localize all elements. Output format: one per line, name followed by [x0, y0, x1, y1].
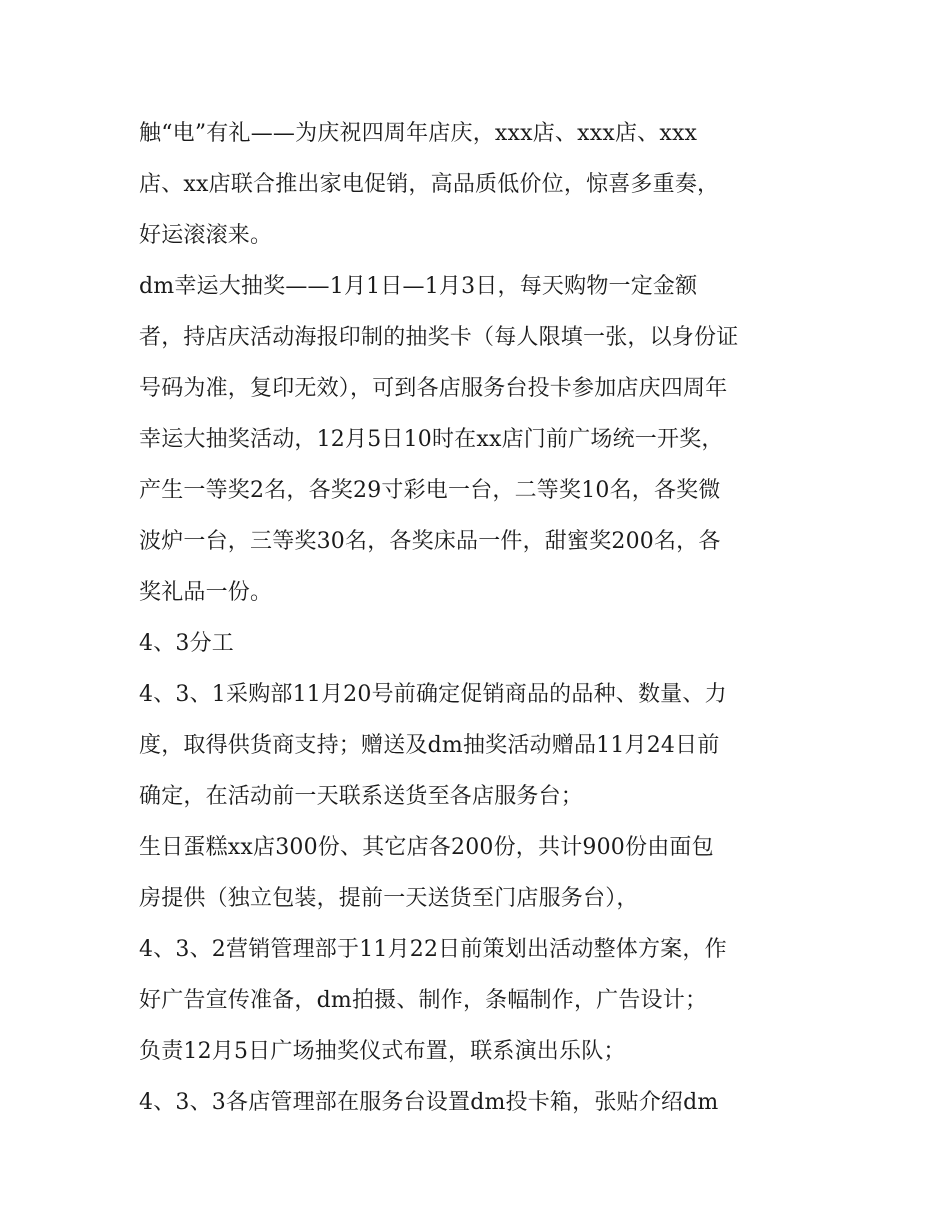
- text-line: 产生一等奖2名，各奖29寸彩电一台，二等奖10名，各奖微: [139, 478, 721, 503]
- text-line: 房提供（独立包装，提前一天送货至门店服务台），: [139, 886, 639, 911]
- text-line: 好广告宣传准备，dm拍摄、制作，条幅制作，广告设计；: [139, 988, 708, 1013]
- text-line: 者，持店庆活动海报印制的抽奖卡（每人限填一张，以身份证: [139, 325, 739, 350]
- text-line: 4、3、1采购部11月20号前确定促销商品的品种、数量、力: [139, 682, 727, 707]
- text-line: 4、3、2营销管理部于11月22日前策划出活动整体方案，作: [139, 937, 727, 962]
- text-line: 奖礼品一份。: [139, 580, 273, 605]
- text-line: 负责12月5日广场抽奖仪式布置，联系演出乐队；: [139, 1039, 626, 1064]
- text-line: 生日蛋糕xx店300份、其它店各200份，共计900份由面包: [139, 835, 714, 860]
- text-line: 幸运大抽奖活动，12月5日10时在xx店门前广场统一开奖，: [139, 427, 724, 452]
- text-line: 触“电”有礼——为庆祝四周年店庆，xxx店、xxx店、xxx: [139, 121, 698, 146]
- text-line: 确定，在活动前一天联系送货至各店服务台；: [139, 784, 584, 809]
- document-body: [139, 108, 829, 1128]
- text-line: dm幸运大抽奖——1月1日—1月3日，每天购物一定金额: [139, 274, 698, 299]
- text-line: 波炉一台，三等奖30名，各奖床品一件，甜蜜奖200名，各: [139, 529, 721, 554]
- section-heading: 4、3分工: [139, 631, 234, 656]
- text-line: 好运滚滚来。: [139, 223, 273, 248]
- text-line: 4、3、3各店管理部在服务台设置dm投卡箱，张贴介绍dm: [139, 1090, 719, 1115]
- text-line: 度，取得供货商支持；赠送及dm抽奖活动赠品11月24日前: [139, 733, 720, 758]
- text-line: 号码为准，复印无效），可到各店服务台投卡参加店庆四周年: [139, 376, 728, 401]
- text-line: 店、xx店联合推出家电促销，高品质低价位，惊喜多重奏，: [139, 172, 720, 197]
